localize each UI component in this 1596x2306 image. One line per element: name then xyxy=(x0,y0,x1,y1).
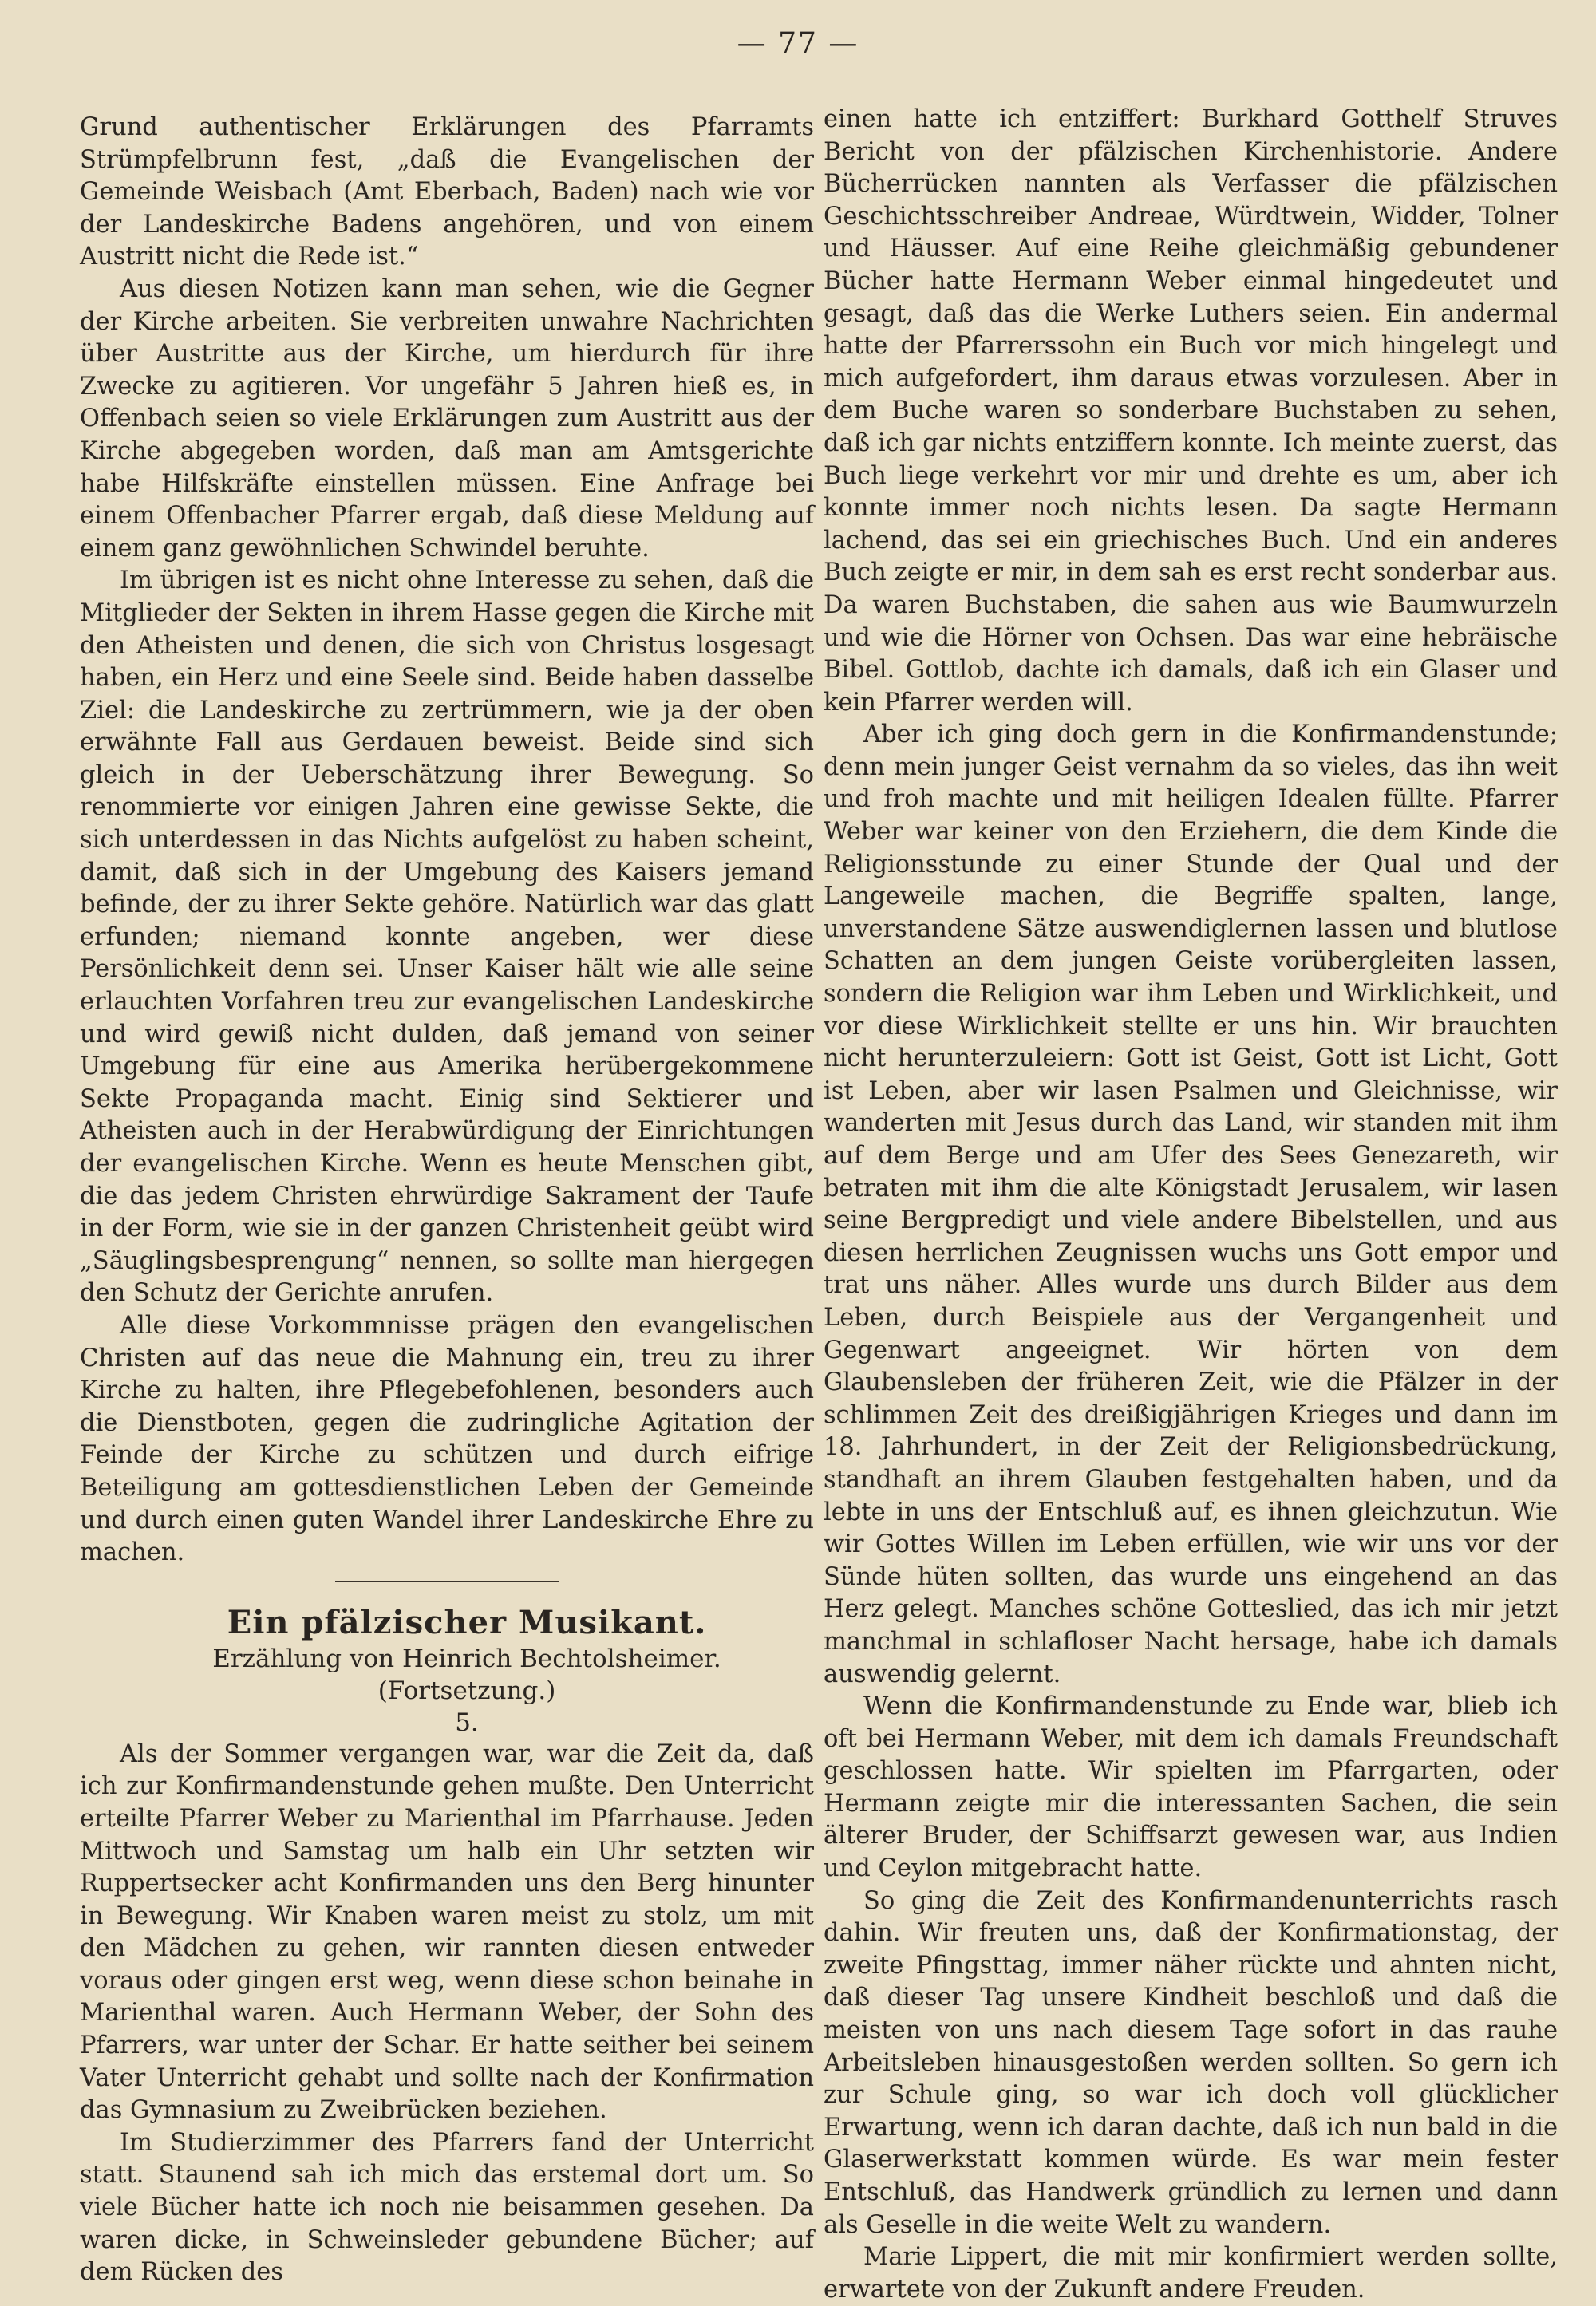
chapter-number: 5. xyxy=(455,1708,479,1737)
paragraph: Aus diesen Notizen kann man sehen, wie die Gegner der Kirche arbeiten. Sie verbreiten unwahre Nachrichten über Austritte aus der Kirche, um hierdurch für ihre Zwecke zu agitieren. Vor ungefähr 5 Jahren hieß es, in Offenbach seien so viele Erklärungen zum Austritt aus der Kirche abgegeben worden, daß man am Amtsgerichte habe Hilfskräfte einstellen müssen. Eine Anfrage bei einem Offenbacher Pfarrer ergab, daß diese Meldung auf einem ganz gewöhnlichen Schwindel beruhte. xyxy=(80,274,814,563)
paragraph: Im Studierzimmer des Pfarrers fand der Unterricht statt. Staunend sah ich mich das erstemal dort um. So viele Bücher hatte ich noch nie beisammen gesehen. Da waren dicke, in Schweinsleder gebundene Bücher; auf dem Rücken des xyxy=(80,2128,814,2287)
right-column xyxy=(824,104,1558,2306)
paragraph: Grund authentischer Erklärungen des Pfarramts Strümpfelbrunn fest, „daß die Evangelischen der Gemeinde Weisbach (Amt Eberbach, Baden) nach wie vor der Landeskirche Badens angehören, und von einem Austritt nicht die Rede ist.“ xyxy=(80,113,814,271)
story-continuation: (Fortsetzung.) xyxy=(377,1676,556,1705)
story-subtitle: Erzählung von Heinrich Bechtolsheimer. xyxy=(212,1644,721,1673)
paragraph: Wenn die Konfirmandenstunde zu Ende war, blieb ich oft bei Hermann Weber, mit dem ich damals Freundschaft geschlossen hatte. Wir spielten im Pfarrgarten, oder Hermann zeigte mir die interessanten Sachen, die sein älterer Bruder, der Schiffsarzt gewesen war, aus Indien und Ceylon mitgebracht hatte. xyxy=(824,1692,1558,1883)
paragraph: einen hatte ich entziffert: Burkhard Gotthelf Struves Bericht von der pfälzischen Kirchenhistorie. Andere Bücherrücken nannten als Verfasser die pfälzischen Geschichtsschreiber Andreae, Würdtwein, Widder, Tolner und Häusser. Auf eine Reihe gleichmäßig gebundener Bücher hatte Hermann Weber einmal hingedeutet und gesagt, daß das die Werke Luthers seien. Ein andermal hatte der Pfarrerssohn ein Buch vor mich hingelegt und mich aufgefordert, ihm daraus etwas vorzulesen. Aber in dem Buche waren so sonderbare Buchstaben zu sehen, daß ich gar nichts entziffern konnte. Ich meinte zuerst, das Buch liege verkehrt vor mir und drehte es um, aber ich konnte immer noch nichts lesen. Da sagte Hermann lachend, das sei ein griechisches Buch. Und ein anderes Buch zeigte er mir, in dem sah es erst recht sonderbar aus. Da waren Buchstaben, die sahen aus wie Baumwurzeln und wie die Hörner von Ochsen. Das war eine hebräische Bibel. Gottlob, dachte ich damals, daß ich ein Glaser und kein Pfarrer werden will. xyxy=(824,105,1558,717)
story-title: Ein pfälzischer Musikant. xyxy=(227,1603,707,1641)
paragraph: So ging die Zeit des Konfirmandenunterrichts rasch dahin. Wir freuten uns, daß der Konfirmationstag, der zweite Pfingsttag, immer näher rückte und ahnten nicht, daß dieser Tag unsere Kindheit beschloß und daß die meisten von uns nach diesem Tage sofort in das rauhe Arbeitsleben hinausgestoßen werden sollten. So gern ich zur Schule ging, so war ich doch voll glücklicher Erwartung, wenn ich daran dachte, daß ich nun bald in die Glaserwerkstatt kommen würde. Es war mein fester Entschluß, das Handwerk gründlich zu lernen und dann als Geselle in die weite Welt zu wandern. xyxy=(824,1886,1558,2239)
paragraph: Im übrigen ist es nicht ohne Interesse zu sehen, daß die Mitglieder der Sekten in ihrem Hasse gegen die Kirche mit den Atheisten und denen, die sich von Christus losgesagt haben, ein Herz und eine Seele sind. Beide haben dasselbe Ziel: die Landeskirche zu zertrümmern, wie ja der oben erwähnte Fall aus Gerdauen beweist. Beide sind sich gleich in der Ueberschätzung ihrer Bewegung. So renommierte vor einigen Jahren eine gewisse Sekte, die sich unterdessen in das Nichts aufgelöst zu haben scheint, damit, daß sich in der Umgebung des Kaisers jemand befinde, der zu ihrer Sekte gehöre. Natürlich war das glatt erfunden; niemand konnte angeben, wer diese Persönlichkeit denn sei. Unser Kaiser hält wie alle seine erlauchten Vorfahren treu zur evangelischen Landeskirche und wird gewiß nicht dulden, daß jemand von seiner Umgebung für eine aus Amerika herübergekommene Sekte Propaganda macht. Einig sind Sektierer und Atheisten auch in der Herabwürdigung der Einrichtungen der evangelischen Kirche. Wenn es heute Menschen gibt, die das jedem Christen ehrwürdige Sakrament der Taufe in der Form, wie sie in der ganzen Christenheit geübt wird „Säuglingsbesprengung“ nennen, so sollte man hiergegen den Schutz der Gerichte anrufen. xyxy=(80,567,814,1308)
page-number: — 77 — xyxy=(737,27,859,60)
left-column xyxy=(80,112,814,2289)
paragraph: Alle diese Vorkommnisse prägen den evangelischen Christen auf das neue die Mahnung ein, treu zu ihrer Kirche zu halten, ihre Pflegebefohlenen, besonders auch die Dienstboten, gegen die zudringliche Agitation der Feinde der Kirche zu schützen und durch eifrige Beteiligung am gottesdienstlichen Leben der Gemeinde und durch einen guten Wandel ihrer Landeskirche Ehre zu machen. xyxy=(80,1311,814,1567)
paragraph: Marie Lippert, die mit mir konfirmiert werden sollte, erwartete von der Zukunft andere Freuden. xyxy=(824,2243,1558,2304)
paragraph: Aber ich ging doch gern in die Konfirmandenstunde; denn mein junger Geist vernahm da so vieles, das ihn weit und froh machte und mit heiligen Idealen füllte. Pfarrer Weber war keiner von den Erziehern, die dem Kinde die Religionsstunde zu einer Stunde der Qual und der Langeweile machen, die Begriffe spalten, lange, unverstandene Sätze auswendiglernen lassen und blutlose Schatten an dem jungen Geiste vorübergleiten lassen, sondern die Religion war ihm Leben und Wirklichkeit, und vor diese Wirklichkeit stellte er uns hin. Wir brauchten nicht herunterzuleiern: Gott ist Geist, Gott ist Licht, Gott ist Leben, aber wir lasen Psalmen und Gleichnisse, wir wanderten mit Jesus durch das Land, wir standen mit ihm auf dem Berge und am Ufer des Sees Genezareth, wir betraten mit ihm die alte Königstadt Jerusalem, wir lasen seine Bergpredigt und viele andere Bibelstellen, und aus diesen herrlichen Zeugnissen wuchs uns Gott empor und trat uns näher. Alles wurde uns durch Bilder aus dem Leben, durch Beispiele aus der Vergangenheit und Gegenwart angeeignet. Wir hörten von dem Glaubensleben der früheren Zeit, wie die Pfälzer in der schlimmen Zeit des dreißigjährigen Krieges und dann im 18. Jahrhundert, in der Zeit der Religionsbedrückung, standhaft an ihrem Glauben festgehalten haben, und da lebte in uns der Entschluß auf, es ihnen gleichzutun. Wie wir Gottes Willen im Leben erfüllen, wie wir uns vor der Sünde hüten sollten, das wurde uns eingehend an das Herz gelegt. Manches schöne Gotteslied, das ich mir jetzt manchmal in schlafloser Nacht hersage, habe ich damals auswendig gelernt. xyxy=(824,721,1558,1688)
paragraph: Als der Sommer vergangen war, war die Zeit da, daß ich zur Konfirmandenstunde gehen mußte. Den Unterricht erteilte Pfarrer Weber zu Marienthal im Pfarrhause. Jeden Mittwoch und Samstag um halb ein Uhr setzten wir Ruppertsecker acht Konfirmanden uns den Berg hinunter in Bewegung. Wir Knaben waren meist zu stolz, um mit den Mädchen zu gehen, wir rannten diesen entweder voraus oder gingen erst weg, wenn diese schon beinahe in Marienthal waren. Auch Hermann Weber, der Sohn des Pfarrers, war unter der Schar. Er hatte seither bei seinem Vater Unterricht gehabt und sollte nach der Konfirmation das Gymnasium zu Zweibrücken beziehen. xyxy=(80,1739,814,2125)
section-divider xyxy=(335,1581,559,1582)
